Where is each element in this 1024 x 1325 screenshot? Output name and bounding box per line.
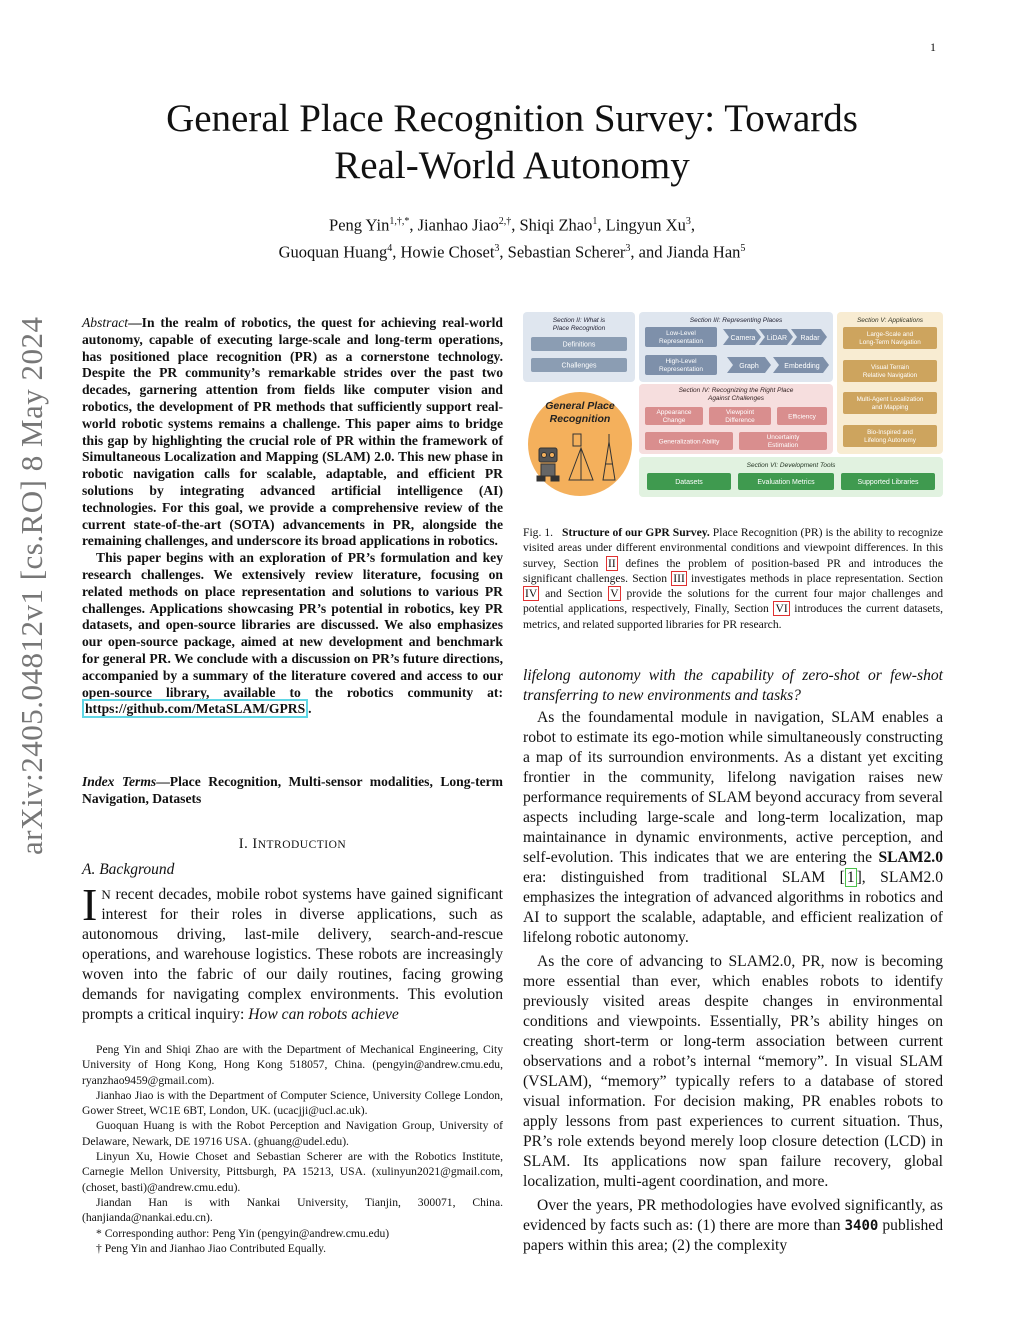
abstract-text: —In the realm of robotics, the quest for achieving real-world autonomy, capable of executing large-scale and long-term operations, has positioned place recognition (PR) as a cornerstone technology. Despite the PR community’s remarkable strides over the past two decades, garnering attention from fields like computer vision and robotics, the development of PR methods that sufficiently support real-world robotic systems remains a challenge. This paper aims to bridge this gap by highlighting the crucial role of PR within the framework of Simultaneous Localization and Mapping (SLAM) 2.0. This new phase in robotic navigation calls for scalable, adaptable, and efficient PR solutions by integrating advanced artificial intelligence (AI) technologies. For this goal, we provide a comprehensive review of the current state-of-the-art (SOTA) advancements in PR, alongside the remaining challenges, and underscore its broad applications in robotics. (82, 315, 503, 549)
efficiency-label: Efficiency (788, 413, 816, 421)
body-text: As the foundamental module in navigation, SLAM enables a robot to estimate its ego-motion while simultaneously constructing a map of its surroundion environments. As a distant yet exciting frontier in the community, lifelong navigation raises new performance requirements of SLAM beyond accuracy from several aspects including large-scale and long-term localization, map maintainance in dynamic environments, active perception, and self-evolution. This indicates that we are entering the (523, 709, 943, 866)
radar-label: Radar (800, 335, 820, 342)
figure-caption (523, 525, 943, 632)
footnote: Peng Yin and Shiqi Zhao are with the Department of Mechanical Engineering, City University of Hong Kong, Hong Kong 518057, China. (pengyin@andrew.cmu.edu, ryanzhao9459@gmail.com). (82, 1043, 503, 1087)
intro-text: recent decades, mobile robot systems have gained significant interest for their roles in diverse applications, such as autonomous driving, last-mile delivery, search-and-rescue operations, and warehouse logistics. These robots are increasingly woven into the fabric of our daily routines, facing growing demands for navigating complex environments. This evolution prompts a critical inquiry: (82, 886, 503, 1023)
section-ref-link[interactable]: VI (775, 602, 788, 616)
graph-label: Graph (739, 363, 759, 370)
title-line-1: General Place Recognition Survey: Towards (166, 97, 858, 140)
supported-libraries-label: Supported Libraries (857, 479, 919, 486)
intro-italic: How can robots achieve (248, 1006, 399, 1023)
author-line-1: Peng Yin$^{1,\dagger,*}$, Jianhao Jiao$^{2,\dagger}$, Shiqi Zhao$^1$, Lingyun Xu$^3$, (329, 215, 695, 235)
section-ref-link[interactable]: IV (525, 587, 538, 601)
page-number: 1 (930, 40, 936, 54)
caption-text: introduces the current datasets, metrics, and related supported libraries for PR research. (523, 602, 943, 631)
body-paragraph: As the core of advancing to SLAM2.0, PR, now is becoming more essential than ever, which enables robots to identify previously visited areas despite changes in environmental conditions and viewpoints. Essentially, PR’s ability hinges on creating short-term or long-term association between current observations and a robot’s internal “memory”. In visual SLAM (VSLAM), “memory” typically refers to a database of stored visual information. For decision making, PR enables robots to apply lessons from past experiences to current situation. Thus, PR’s role extends beyond merely loop closure detection (LCD) in SLAM. Its applications now span failure recovery, global localization, multi-agent coordination, and more. (523, 953, 943, 1190)
low-level-rep-label: Low-Level Representation (658, 330, 704, 345)
body-text: Over the years, PR methodologies have evolved significantly, as evidenced by facts such as: (1) there are more than (523, 1197, 943, 1234)
paper-title (0, 95, 1024, 189)
high-level-rep-label: High-Level Representation (658, 358, 704, 373)
survey-structure-figure (523, 312, 943, 498)
right-column-body (523, 666, 943, 1260)
index-terms-text: —Place Recognition, Multi-sensor modalities, Long-term Navigation, Datasets (82, 774, 503, 806)
author: Peng Yin (329, 215, 390, 235)
arxiv-identifier[interactable]: arXiv:2405.04812v1 [cs.RO] 8 May 2024 (14, 316, 49, 855)
body-paragraph (523, 1196, 943, 1256)
body-text: era: distinguished from traditional SLAM [ (523, 869, 845, 886)
continued-question: lifelong autonomy with the capability of zero-shot or few-shot transferring to new environments and tasks? (523, 667, 943, 704)
lidar-label: LiDAR (766, 335, 788, 342)
body-text: ], SLAM2.0 emphasizes the integration of advanced algorithms in robotics and AI to support the scalable, adaptable, and efficient realization of lifelong robotic autonomy. (523, 869, 943, 946)
author-affiliation: 1,†,* (389, 216, 410, 227)
author: Guoquan Huang (278, 242, 388, 261)
footnote: Guoquan Huang is with the Robot Perception and Navigation Group, University of Delaware, Newark, DE 19716 USA. (ghuang@udel.edu). (82, 1119, 503, 1148)
section-ref-link[interactable]: III (673, 571, 685, 585)
caption-text: provide the solutions for the current four major challenges and potential applications, respectively, Finally, Section (523, 587, 943, 616)
caption-text: investigates methods in place representation. Section (686, 571, 943, 585)
abstract (82, 315, 503, 718)
abstract-text-2: This paper begins with an exploration of PR’s formulation and key research challenges. We extensively review literature, focusing on related methods on place representation and solutions to various PR challenges. Applications showcasing PR’s potential in robotics, key PR datasets, and open-source libraries are discussed. We also emphasizes our open-source package, aimed at new development and benchmark for general PR. We conclude with a discussion on PR’s future directions, accompanied by a summary of the literature covered and access to our open-source library, available to the robotics community at: (82, 550, 503, 700)
section-title-rest: NTRODUCTION (257, 839, 347, 851)
title-line-2: Real-World Autonomy (334, 144, 690, 187)
uncertainty-label: Uncertainty Estimation (766, 434, 800, 449)
sec5-title: Section V: Applications (856, 317, 924, 324)
sec3-title: Section III: Representing Places (689, 317, 783, 324)
intro-smallcaps: N (101, 887, 111, 902)
author-affiliation: 5 (740, 242, 746, 254)
app-large-scale-label: Large-Scale and Long-Term Navigation (859, 331, 921, 346)
author: Lingyun Xu (605, 215, 686, 235)
author: Shiqi Zhao (519, 215, 593, 235)
appearance-change-label: Appearance Change (656, 409, 692, 424)
author-affiliation: 4 (387, 242, 393, 254)
slam2-term: SLAM2.0 (878, 849, 943, 866)
sec4-title: Section IV: Recognizing the Right Place Against Challenges (678, 387, 794, 402)
footnote: Jiandan Han is with Nankai University, Tianjin, 300071, China. (hanjianda@nankai.edu.cn). (82, 1195, 503, 1225)
author: and Jianda Han (638, 242, 741, 261)
body-paragraph (523, 708, 943, 948)
citation-link[interactable]: 1 (846, 869, 855, 886)
author: Sebastian Scherer (507, 242, 626, 261)
footnote: * Corresponding author: Peng Yin (pengyin@andrew.cmu.edu) (96, 1226, 390, 1240)
caption-text: Place Recognition (PR) is the ability to recognize visited areas under different environmental conditions and viewpoint differences. In this survey, Section (523, 526, 944, 570)
viewpoint-difference-label: Viewpoint Difference (725, 409, 755, 424)
datasets-label: Datasets (675, 479, 703, 486)
abstract-label: Abstract (82, 315, 129, 330)
footnote: † Peng Yin and Jianhao Jiao Contributed Equally. (96, 1241, 327, 1255)
caption-text: and Section (539, 587, 609, 601)
author: Jianhao Jiao (417, 215, 499, 235)
section-ref-link[interactable]: II (608, 556, 616, 570)
affiliation-footnotes (82, 1042, 503, 1256)
caption-text: defines the problem of position-based PR and introduces the significant challenges. Section (523, 556, 943, 585)
subsection-heading-background: A. Background (82, 861, 175, 878)
author-affiliation: 3 (494, 242, 500, 254)
sec6-title: Section VI: Development Tools (746, 462, 836, 469)
app-multiagent-label: Multi-Agent Localization and Mapping (856, 396, 924, 411)
author: Howie Choset (400, 242, 495, 261)
index-terms (82, 774, 503, 808)
app-bio-label: Bio-Inspired and Lifelong Autonomy (864, 429, 916, 444)
author-affiliation: 1 (592, 216, 598, 227)
challenges-label: Challenges (561, 362, 597, 370)
author-line-2: Guoquan Huang$^4$, Howie Choset$^3$, Sebastian Scherer$^3$, and Jianda Han$^5$ (278, 242, 746, 261)
section-heading-introduction (82, 836, 503, 853)
camera-label: Camera (730, 335, 756, 342)
evaluation-metrics-label: Evaluation Metrics (757, 479, 815, 486)
caption-bold: Structure of our GPR Survey. (562, 526, 710, 539)
drop-cap: I (82, 879, 98, 930)
generalization-label: Generalization Ability (658, 438, 720, 446)
index-terms-label: Index Terms (82, 774, 157, 789)
sec2-title: Section II: What is Place Recognition (552, 317, 606, 332)
footnote: Jianhao Jiao is with the Department of Computer Science, University College London, Gower Street, WC1E 6BT, London, UK. (ucacjji@ucl.ac.uk). (82, 1088, 503, 1118)
center-title: General Place Recognition (545, 400, 615, 425)
definitions-label: Definitions (562, 341, 596, 349)
author-list (100, 210, 924, 263)
body-text: published papers within this area; (2) the complexity (523, 1217, 943, 1254)
author-affiliation: 3 (685, 216, 691, 227)
abstract-paragraph-1 (82, 315, 503, 550)
footnote: Linyun Xu, Howie Choset and Sebastian Scherer are with the Robotics Institute, Carnegie Mellon University, Pittsburgh, PA 15213, USA. (xulinyun2021@gmail.com, (choset, basti)@andrew.cmu.edu). (82, 1150, 503, 1194)
paper-count: 3400 (844, 1218, 879, 1234)
author-affiliation: 3 (625, 242, 631, 254)
app-terrain-label: Visual Terrain Relative Navigation (862, 364, 918, 379)
caption-label: Fig. 1. (523, 526, 554, 539)
author-affiliation: 2,† (498, 216, 512, 227)
abstract-paragraph-2 (82, 550, 503, 718)
embedding-label: Embedding (784, 363, 820, 370)
github-link[interactable]: https://github.com/MetaSLAM/GPRS (82, 699, 308, 718)
section-numeral: I. (238, 836, 249, 852)
intro-paragraph (82, 879, 503, 1025)
abstract-end: . (308, 701, 312, 717)
section-title-cap: I (252, 836, 258, 852)
section-ref-link[interactable]: V (610, 587, 619, 601)
